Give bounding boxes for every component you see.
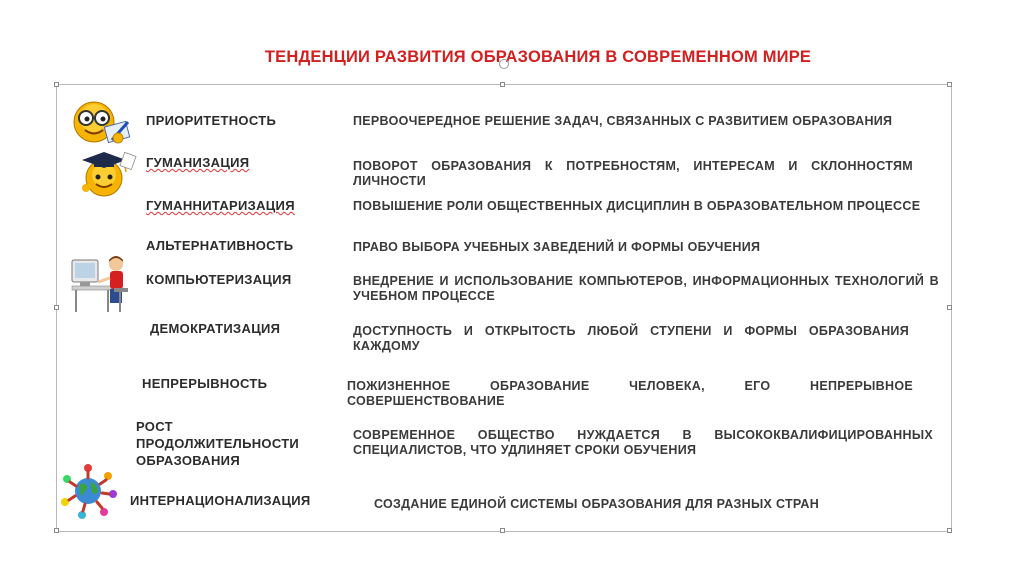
trend-term: НЕПРЕРЫВНОСТЬ xyxy=(142,376,268,391)
children-around-globe-icon xyxy=(58,462,118,520)
resize-handle-ml[interactable] xyxy=(54,305,59,310)
trend-description: ПОВОРОТ ОБРАЗОВАНИЯ К ПОТРЕБНОСТЯМ, ИНТЕРЕСАМ И СКЛОННОСТЯМ ЛИЧНОСТИ xyxy=(353,159,913,188)
trend-term-line: ПРОДОЛЖИТЕЛЬНОСТИ xyxy=(136,436,300,451)
page-title: ТЕНДЕНЦИИ РАЗВИТИЯ ОБРАЗОВАНИЯ В СОВРЕМЕННОМ МИРЕ xyxy=(264,48,812,66)
trend-description: ПЕРВООЧЕРЕДНОЕ РЕШЕНИЕ ЗАДАЧ, СВЯЗАННЫХ С РАЗВИТИЕМ ОБРАЗОВАНИЯ xyxy=(353,114,893,128)
resize-handle-tl[interactable] xyxy=(54,82,59,87)
resize-handle-tc[interactable] xyxy=(500,82,505,87)
trend-description: ПРАВО ВЫБОРА УЧЕБНЫХ ЗАВЕДЕНИЙ И ФОРМЫ ОБУЧЕНИЯ xyxy=(353,240,761,254)
trend-term-line: РОСТ xyxy=(136,419,173,434)
trend-term: ГУМАННИТАРИЗАЦИЯ xyxy=(146,198,295,213)
trend-term: ДЕМОКРАТИЗАЦИЯ xyxy=(150,321,281,336)
trend-description: ПОВЫШЕНИЕ РОЛИ ОБЩЕСТВЕННЫХ ДИСЦИПЛИН В ОБРАЗОВАТЕЛЬНОМ ПРОЦЕССЕ xyxy=(353,199,921,213)
resize-handle-mr[interactable] xyxy=(947,305,952,310)
trend-description: ПОЖИЗНЕННОЕ ОБРАЗОВАНИЕ ЧЕЛОВЕКА, ЕГО НЕПРЕРЫВНОЕ СОВЕРШЕНСТВОВАНИЕ xyxy=(347,379,913,408)
trend-description: ВНЕДРЕНИЕ И ИСПОЛЬЗОВАНИЕ КОМПЬЮТЕРОВ, ИНФОРМАЦИОННЫХ ТЕХНОЛОГИЙ В УЧЕБНОМ ПРОЦЕССЕ xyxy=(353,274,939,303)
trend-description: СОВРЕМЕННОЕ ОБЩЕСТВО НУЖДАЕТСЯ В ВЫСОКОКВАЛИФИЦИРОВАННЫХ СПЕЦИАЛИСТОВ, ЧТО УДЛИНЯЕТ СРОКИ ОБУЧЕНИЯ xyxy=(353,428,933,457)
smiley-graduation-cap-icon xyxy=(74,148,138,200)
trend-term: ГУМАНИЗАЦИЯ xyxy=(146,155,250,170)
trend-term: ПРИОРИТЕТНОСТЬ xyxy=(146,113,277,128)
resize-handle-br[interactable] xyxy=(947,528,952,533)
trend-term: ИНТЕРНАЦИОНАЛИЗАЦИЯ xyxy=(130,493,311,508)
trend-term: АЛЬТЕРНАТИВНОСТЬ xyxy=(146,238,294,253)
smiley-glasses-pen-icon xyxy=(66,96,136,148)
trend-term: КОМПЬЮТЕРИЗАЦИЯ xyxy=(146,272,292,287)
trend-description: ДОСТУПНОСТЬ И ОТКРЫТОСТЬ ЛЮБОЙ СТУПЕНИ И ФОРМЫ ОБРАЗОВАНИЯ КАЖДОМУ xyxy=(353,324,909,353)
student-at-computer-icon xyxy=(70,252,134,316)
trend-term-line: ОБРАЗОВАНИЯ xyxy=(136,453,240,468)
resize-handle-tr[interactable] xyxy=(947,82,952,87)
resize-handle-bl[interactable] xyxy=(54,528,59,533)
trend-description: СОЗДАНИЕ ЕДИНОЙ СИСТЕМЫ ОБРАЗОВАНИЯ ДЛЯ РАЗНЫХ СТРАН xyxy=(374,497,820,511)
resize-handle-bc[interactable] xyxy=(500,528,505,533)
trend-term xyxy=(136,418,299,469)
rotate-handle[interactable] xyxy=(499,59,509,69)
